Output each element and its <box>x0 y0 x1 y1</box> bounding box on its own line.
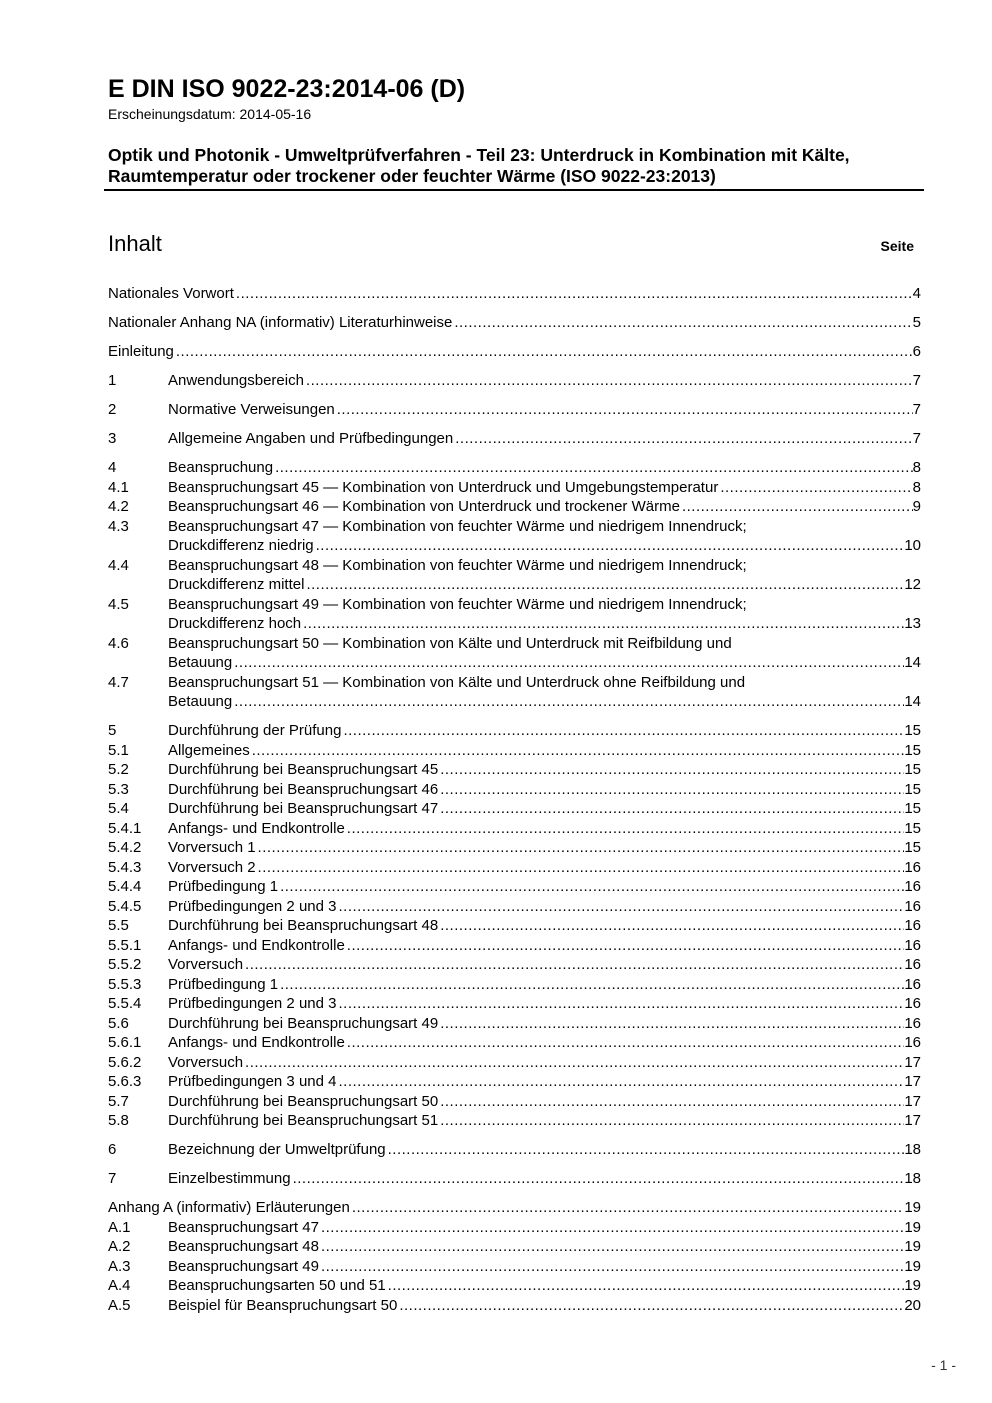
toc-entry-number: A.2 <box>108 1238 131 1255</box>
toc-entry-number: 4.7 <box>108 673 129 691</box>
toc-entry-page: 19 <box>904 1199 921 1216</box>
toc-entry-number: 4.3 <box>108 517 129 535</box>
toc-entry-title: Beanspruchungsart 48 <box>168 1238 319 1255</box>
toc-entry[interactable] <box>108 838 921 858</box>
toc-entry-page: 19 <box>904 1238 921 1255</box>
toc-entry[interactable] <box>108 1033 921 1053</box>
toc-entry-title: Vorversuch 2 <box>168 858 256 876</box>
toc-entry-title: Anfangs- und Endkontrolle <box>168 1034 345 1051</box>
toc-entry-number: 5.1 <box>108 741 129 759</box>
toc-dot-leader <box>314 536 905 556</box>
toc-entry[interactable] <box>108 1169 921 1189</box>
toc-entry-title: Anfangs- und Endkontrolle <box>168 819 345 837</box>
toc-entry-title: Durchführung bei Beanspruchungsart 49 <box>168 1014 439 1032</box>
toc-entry-number: 5 <box>108 722 117 739</box>
toc-entry[interactable] <box>108 1092 921 1112</box>
toc-entry-page: 19 <box>904 1218 921 1236</box>
toc-entry-page: 18 <box>904 1170 921 1187</box>
toc-entry-page: 7 <box>912 430 921 447</box>
toc-dot-leader <box>345 1033 905 1053</box>
toc-entry[interactable] <box>108 897 921 917</box>
toc-entry-number: 5.3 <box>108 780 129 798</box>
toc-entry-number: A.3 <box>108 1257 131 1275</box>
toc-entry-page: 16 <box>904 995 921 1012</box>
toc-entry-title: Druckdifferenz mittel <box>168 576 305 593</box>
table-of-contents <box>108 284 921 1315</box>
toc-entry-title: Beanspruchungsarten 50 und 51 <box>168 1277 386 1294</box>
toc-entry-number: A.5 <box>108 1296 131 1314</box>
toc-entry[interactable] <box>108 1296 921 1316</box>
toc-entry[interactable] <box>108 478 921 498</box>
toc-entry-number: 5.6.1 <box>108 1034 142 1051</box>
toc-dot-leader <box>174 342 913 362</box>
toc-entry-title: Durchführung bei Beanspruchungsart 50 <box>168 1092 439 1110</box>
toc-entry-page: 19 <box>904 1257 921 1275</box>
toc-entry-title: Vorversuch <box>168 956 244 973</box>
toc-entry-title: Allgemeines <box>168 741 250 759</box>
toc-entry[interactable] <box>108 313 921 333</box>
toc-entry[interactable] <box>108 1237 921 1257</box>
toc-entry-number: 5.4.3 <box>108 858 142 876</box>
toc-entry-number: 4.2 <box>108 498 129 515</box>
toc-entry-page: 20 <box>904 1296 921 1314</box>
toc-entry-page: 15 <box>904 761 921 778</box>
toc-dot-leader <box>336 1072 904 1092</box>
toc-entry[interactable] <box>108 975 921 995</box>
toc-page-column-label: Seite <box>880 238 914 254</box>
page-number: - 1 - <box>931 1357 956 1373</box>
toc-entry-title: Anfangs- und Endkontrolle <box>168 936 345 954</box>
toc-entry-number: 2 <box>108 401 117 418</box>
toc-entry-page: 17 <box>904 1073 921 1090</box>
toc-dot-leader <box>438 1092 904 1112</box>
toc-entry-number: 5.5.2 <box>108 956 142 973</box>
toc-entry[interactable] <box>108 1198 921 1218</box>
toc-entry[interactable] <box>108 1111 921 1131</box>
toc-entry[interactable] <box>108 1072 921 1092</box>
toc-dot-leader <box>438 1111 904 1131</box>
toc-entry[interactable] <box>108 342 921 362</box>
toc-entry-title: Beanspruchungsart 48 — Kombination von feuchter Wärme und niedrigem Innendruck; <box>168 556 747 574</box>
toc-entry-page: 16 <box>904 897 921 915</box>
toc-entry-page: 7 <box>912 372 921 389</box>
toc-dot-leader <box>304 371 913 391</box>
toc-entry-title: Durchführung der Prüfung <box>168 722 342 739</box>
toc-entry-page: 15 <box>904 741 921 759</box>
toc-entry-number: 5.4 <box>108 800 129 817</box>
toc-entry[interactable] <box>108 1053 921 1073</box>
toc-entry[interactable] <box>108 819 921 839</box>
toc-dot-leader <box>452 313 912 333</box>
toc-entry-title: Beanspruchungsart 49 <box>168 1257 319 1275</box>
toc-entry[interactable] <box>108 877 921 897</box>
toc-entry-page: 6 <box>912 343 921 360</box>
toc-dot-leader <box>232 692 904 712</box>
toc-entry-title: Prüfbedingung 1 <box>168 878 279 895</box>
toc-entry[interactable] <box>108 721 921 741</box>
toc-dot-leader <box>234 284 913 304</box>
toc-entry[interactable] <box>108 1140 921 1160</box>
toc-entry[interactable] <box>108 458 921 478</box>
toc-entry-title: Vorversuch <box>168 1053 244 1071</box>
toc-dot-leader <box>273 458 913 478</box>
toc-entry-page: 15 <box>904 839 921 856</box>
title-divider <box>104 189 924 191</box>
toc-dot-leader <box>397 1296 904 1316</box>
toc-entry[interactable] <box>108 1218 921 1238</box>
toc-entry-title: Betauung <box>168 693 233 710</box>
toc-entry-number: 5.2 <box>108 761 129 778</box>
toc-entry-page: 9 <box>912 498 921 515</box>
toc-entry-title: Durchführung bei Beanspruchungsart 46 <box>168 780 439 798</box>
toc-entry[interactable] <box>108 517 921 556</box>
toc-entry-title: Durchführung bei Beanspruchungsart 51 <box>168 1112 439 1129</box>
toc-entry-number: 5.4.4 <box>108 878 142 895</box>
toc-entry-title: Betauung <box>168 654 233 671</box>
toc-entry[interactable] <box>108 936 921 956</box>
toc-entry-page: 10 <box>904 537 921 554</box>
toc-entry-title: Beanspruchungsart 46 — Kombination von Unterdruck und trockener Wärme <box>168 498 680 515</box>
toc-entry-number: 5.5 <box>108 917 129 934</box>
toc-entry-number: 4.5 <box>108 595 129 613</box>
toc-entry-title: Prüfbedingungen 3 und 4 <box>168 1073 337 1090</box>
toc-entry-title: Beanspruchungsart 47 — Kombination von feuchter Wärme und niedrigem Innendruck; <box>168 517 747 535</box>
toc-dot-leader <box>256 838 905 858</box>
toc-entry-number: 5.5.4 <box>108 995 142 1012</box>
toc-entry-page: 5 <box>912 314 921 331</box>
document-title: Optik und Photonik - Umweltprüfverfahren - Teil 23: Unterdruck in Kombination mit Kälte, Raumtemperatur oder trockener oder feuchter Wärme (ISO 9022-23:2013) <box>108 145 850 186</box>
toc-entry-page: 16 <box>904 975 921 993</box>
toc-entry-number: 4.1 <box>108 478 129 496</box>
toc-entry-page: 19 <box>904 1277 921 1294</box>
toc-entry[interactable] <box>108 371 921 391</box>
toc-entry-page: 13 <box>904 615 921 632</box>
toc-dot-leader <box>386 1140 905 1160</box>
toc-entry-title: Beispiel für Beanspruchungsart 50 <box>168 1296 398 1314</box>
toc-dot-leader <box>386 1276 905 1296</box>
toc-dot-leader <box>278 877 904 897</box>
toc-heading: Inhalt <box>108 231 162 256</box>
toc-entry[interactable] <box>108 1014 921 1034</box>
toc-entry-title: Beanspruchungsart 50 — Kombination von Kälte und Unterdruck mit Reifbildung und <box>168 634 732 652</box>
toc-entry-title: Einleitung <box>108 343 174 360</box>
toc-entry-title: Anhang A (informativ) Erläuterungen <box>108 1199 350 1216</box>
toc-entry-page: 7 <box>912 401 921 418</box>
toc-entry-page: 15 <box>904 819 921 837</box>
toc-entry-page: 16 <box>904 1034 921 1051</box>
toc-entry-number: 5.6.2 <box>108 1053 142 1071</box>
toc-entry-page: 17 <box>904 1092 921 1110</box>
toc-entry-number: 5.5.1 <box>108 936 142 954</box>
toc-entry-page: 8 <box>912 459 921 476</box>
toc-entry-page: 18 <box>904 1141 921 1158</box>
toc-dot-leader <box>336 994 904 1014</box>
toc-dot-leader <box>341 721 904 741</box>
toc-dot-leader <box>438 760 904 780</box>
toc-entry-page: 16 <box>904 956 921 973</box>
toc-entry-title: Beanspruchungsart 47 <box>168 1218 319 1236</box>
toc-entry-page: 16 <box>904 917 921 934</box>
toc-entry-number: 5.5.3 <box>108 975 142 993</box>
toc-entry-number: A.4 <box>108 1277 131 1294</box>
toc-entry-title: Prüfbedingung 1 <box>168 975 279 993</box>
toc-entry[interactable] <box>108 741 921 761</box>
toc-dot-leader <box>250 741 905 761</box>
toc-entry-title: Beanspruchungsart 49 — Kombination von feuchter Wärme und niedrigem Innendruck; <box>168 595 747 613</box>
toc-entry-page: 16 <box>904 1014 921 1032</box>
toc-entry[interactable] <box>108 556 921 595</box>
toc-entry-page: 15 <box>904 722 921 739</box>
toc-entry-number: 5.4.2 <box>108 839 142 856</box>
toc-entry-title: Prüfbedingungen 2 und 3 <box>168 897 337 915</box>
toc-dot-leader <box>350 1198 905 1218</box>
toc-entry-number: 5.4.1 <box>108 819 142 837</box>
toc-dot-leader <box>453 429 912 449</box>
toc-entry-title: Anwendungsbereich <box>168 372 304 389</box>
toc-entry-page: 16 <box>904 858 921 876</box>
toc-entry-page: 4 <box>912 285 921 302</box>
toc-entry-page: 16 <box>904 936 921 954</box>
toc-entry-number: 4 <box>108 459 117 476</box>
toc-entry-title: Einzelbestimmung <box>168 1170 291 1187</box>
toc-entry[interactable] <box>108 994 921 1014</box>
toc-dot-leader <box>438 1014 904 1034</box>
toc-dot-leader <box>278 975 904 995</box>
toc-dot-leader <box>438 916 904 936</box>
toc-entry-title: Durchführung bei Beanspruchungsart 45 <box>168 761 439 778</box>
toc-entry-page: 17 <box>904 1053 921 1071</box>
toc-dot-leader <box>243 955 904 975</box>
toc-entry-page: 8 <box>912 478 921 496</box>
toc-entry[interactable] <box>108 595 921 634</box>
toc-entry[interactable] <box>108 1257 921 1277</box>
toc-entry-title: Beanspruchung <box>168 459 274 476</box>
toc-entry-number: 1 <box>108 372 117 389</box>
toc-entry-number: A.1 <box>108 1218 131 1236</box>
toc-entry-title: Beanspruchungsart 45 — Kombination von Unterdruck und Umgebungstemperatur <box>168 478 719 496</box>
toc-entry[interactable] <box>108 799 921 819</box>
toc-entry-number: 4.4 <box>108 556 129 574</box>
toc-entry-title: Allgemeine Angaben und Prüfbedingungen <box>168 430 454 447</box>
toc-entry-title: Normative Verweisungen <box>168 401 335 418</box>
toc-dot-leader <box>438 780 904 800</box>
toc-entry[interactable] <box>108 780 921 800</box>
toc-dot-leader <box>243 1053 904 1073</box>
toc-dot-leader <box>319 1237 904 1257</box>
toc-entry-title: Prüfbedingungen 2 und 3 <box>168 995 337 1012</box>
toc-entry[interactable] <box>108 673 921 712</box>
toc-entry-number: 6 <box>108 1141 117 1158</box>
toc-dot-leader <box>336 897 904 917</box>
toc-entry-title: Nationales Vorwort <box>108 285 234 302</box>
toc-dot-leader <box>301 614 904 634</box>
toc-entry[interactable] <box>108 634 921 673</box>
toc-entry[interactable] <box>108 497 921 517</box>
toc-entry-number: 5.6 <box>108 1014 129 1032</box>
toc-entry-title: Vorversuch 1 <box>168 839 256 856</box>
toc-entry[interactable] <box>108 429 921 449</box>
toc-entry-number: 7 <box>108 1170 117 1187</box>
toc-entry-page: 14 <box>904 693 921 710</box>
toc-entry[interactable] <box>108 916 921 936</box>
toc-entry-number: 5.4.5 <box>108 897 142 915</box>
toc-entry[interactable] <box>108 760 921 780</box>
toc-entry-number: 4.6 <box>108 634 129 652</box>
toc-dot-leader <box>718 478 912 498</box>
toc-entry-page: 17 <box>904 1112 921 1129</box>
toc-entry[interactable] <box>108 1276 921 1296</box>
toc-dot-leader <box>438 799 904 819</box>
toc-entry-title: Durchführung bei Beanspruchungsart 48 <box>168 917 439 934</box>
toc-entry-number: 5.8 <box>108 1112 129 1129</box>
toc-entry-title: Bezeichnung der Umweltprüfung <box>168 1141 386 1158</box>
toc-dot-leader <box>256 858 905 878</box>
toc-entry-title: Beanspruchungsart 51 — Kombination von Kälte und Unterdruck ohne Reifbildung und <box>168 673 746 691</box>
toc-entry-title: Druckdifferenz hoch <box>168 615 302 632</box>
toc-dot-leader <box>232 653 904 673</box>
toc-entry-title: Durchführung bei Beanspruchungsart 47 <box>168 800 439 817</box>
toc-dot-leader <box>335 400 913 420</box>
toc-entry-number: 3 <box>108 430 117 447</box>
toc-dot-leader <box>345 936 905 956</box>
toc-dot-leader <box>291 1169 905 1189</box>
toc-entry-page: 14 <box>904 654 921 671</box>
toc-entry[interactable] <box>108 858 921 878</box>
toc-entry[interactable] <box>108 284 921 304</box>
publication-date: Erscheinungsdatum: 2014-05-16 <box>108 106 312 122</box>
toc-dot-leader <box>319 1257 904 1277</box>
document-id: E DIN ISO 9022-23:2014-06 (D) <box>108 75 466 103</box>
toc-entry-page: 15 <box>904 780 921 798</box>
toc-entry-number: 5.7 <box>108 1092 129 1110</box>
toc-entry-title: Nationaler Anhang NA (informativ) Literaturhinweise <box>108 314 453 331</box>
toc-dot-leader <box>345 819 905 839</box>
toc-entry-page: 12 <box>904 576 921 593</box>
toc-dot-leader <box>680 497 913 517</box>
toc-entry-title: Druckdifferenz niedrig <box>168 537 314 554</box>
toc-dot-leader <box>319 1218 904 1238</box>
toc-dot-leader <box>304 575 904 595</box>
toc-entry-page: 16 <box>904 878 921 895</box>
toc-entry-page: 15 <box>904 800 921 817</box>
toc-entry-number: 5.6.3 <box>108 1073 142 1090</box>
toc-entry[interactable] <box>108 955 921 975</box>
toc-entry[interactable] <box>108 400 921 420</box>
